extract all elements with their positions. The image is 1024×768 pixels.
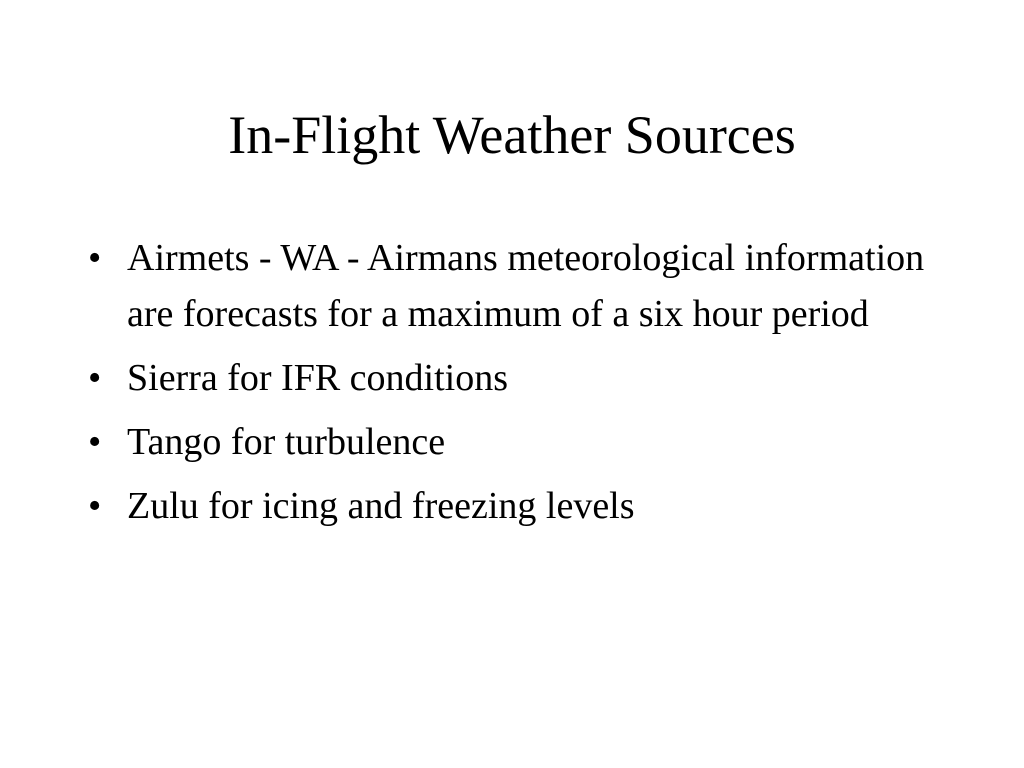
bullet-icon: • [88,237,102,279]
bullet-text: Zulu for icing and freezing levels [127,485,635,527]
bullet-list [82,230,942,542]
bullet-icon: • [88,485,102,527]
bullet-text: Tango for turbulence [127,421,446,463]
bullet-text: Sierra for IFR conditions [127,357,509,399]
slide-title: In-Flight Weather Sources [228,105,796,165]
bullet-item [82,478,942,534]
bullet-icon: • [88,357,102,399]
bullet-item [82,350,942,406]
bullet-icon: • [88,421,102,463]
bullet-text: Airmets - WA - Airmans meteorological information are forecasts for a maximum of a six hour period [127,237,925,335]
bullet-item [82,414,942,470]
bullet-item [82,230,942,342]
